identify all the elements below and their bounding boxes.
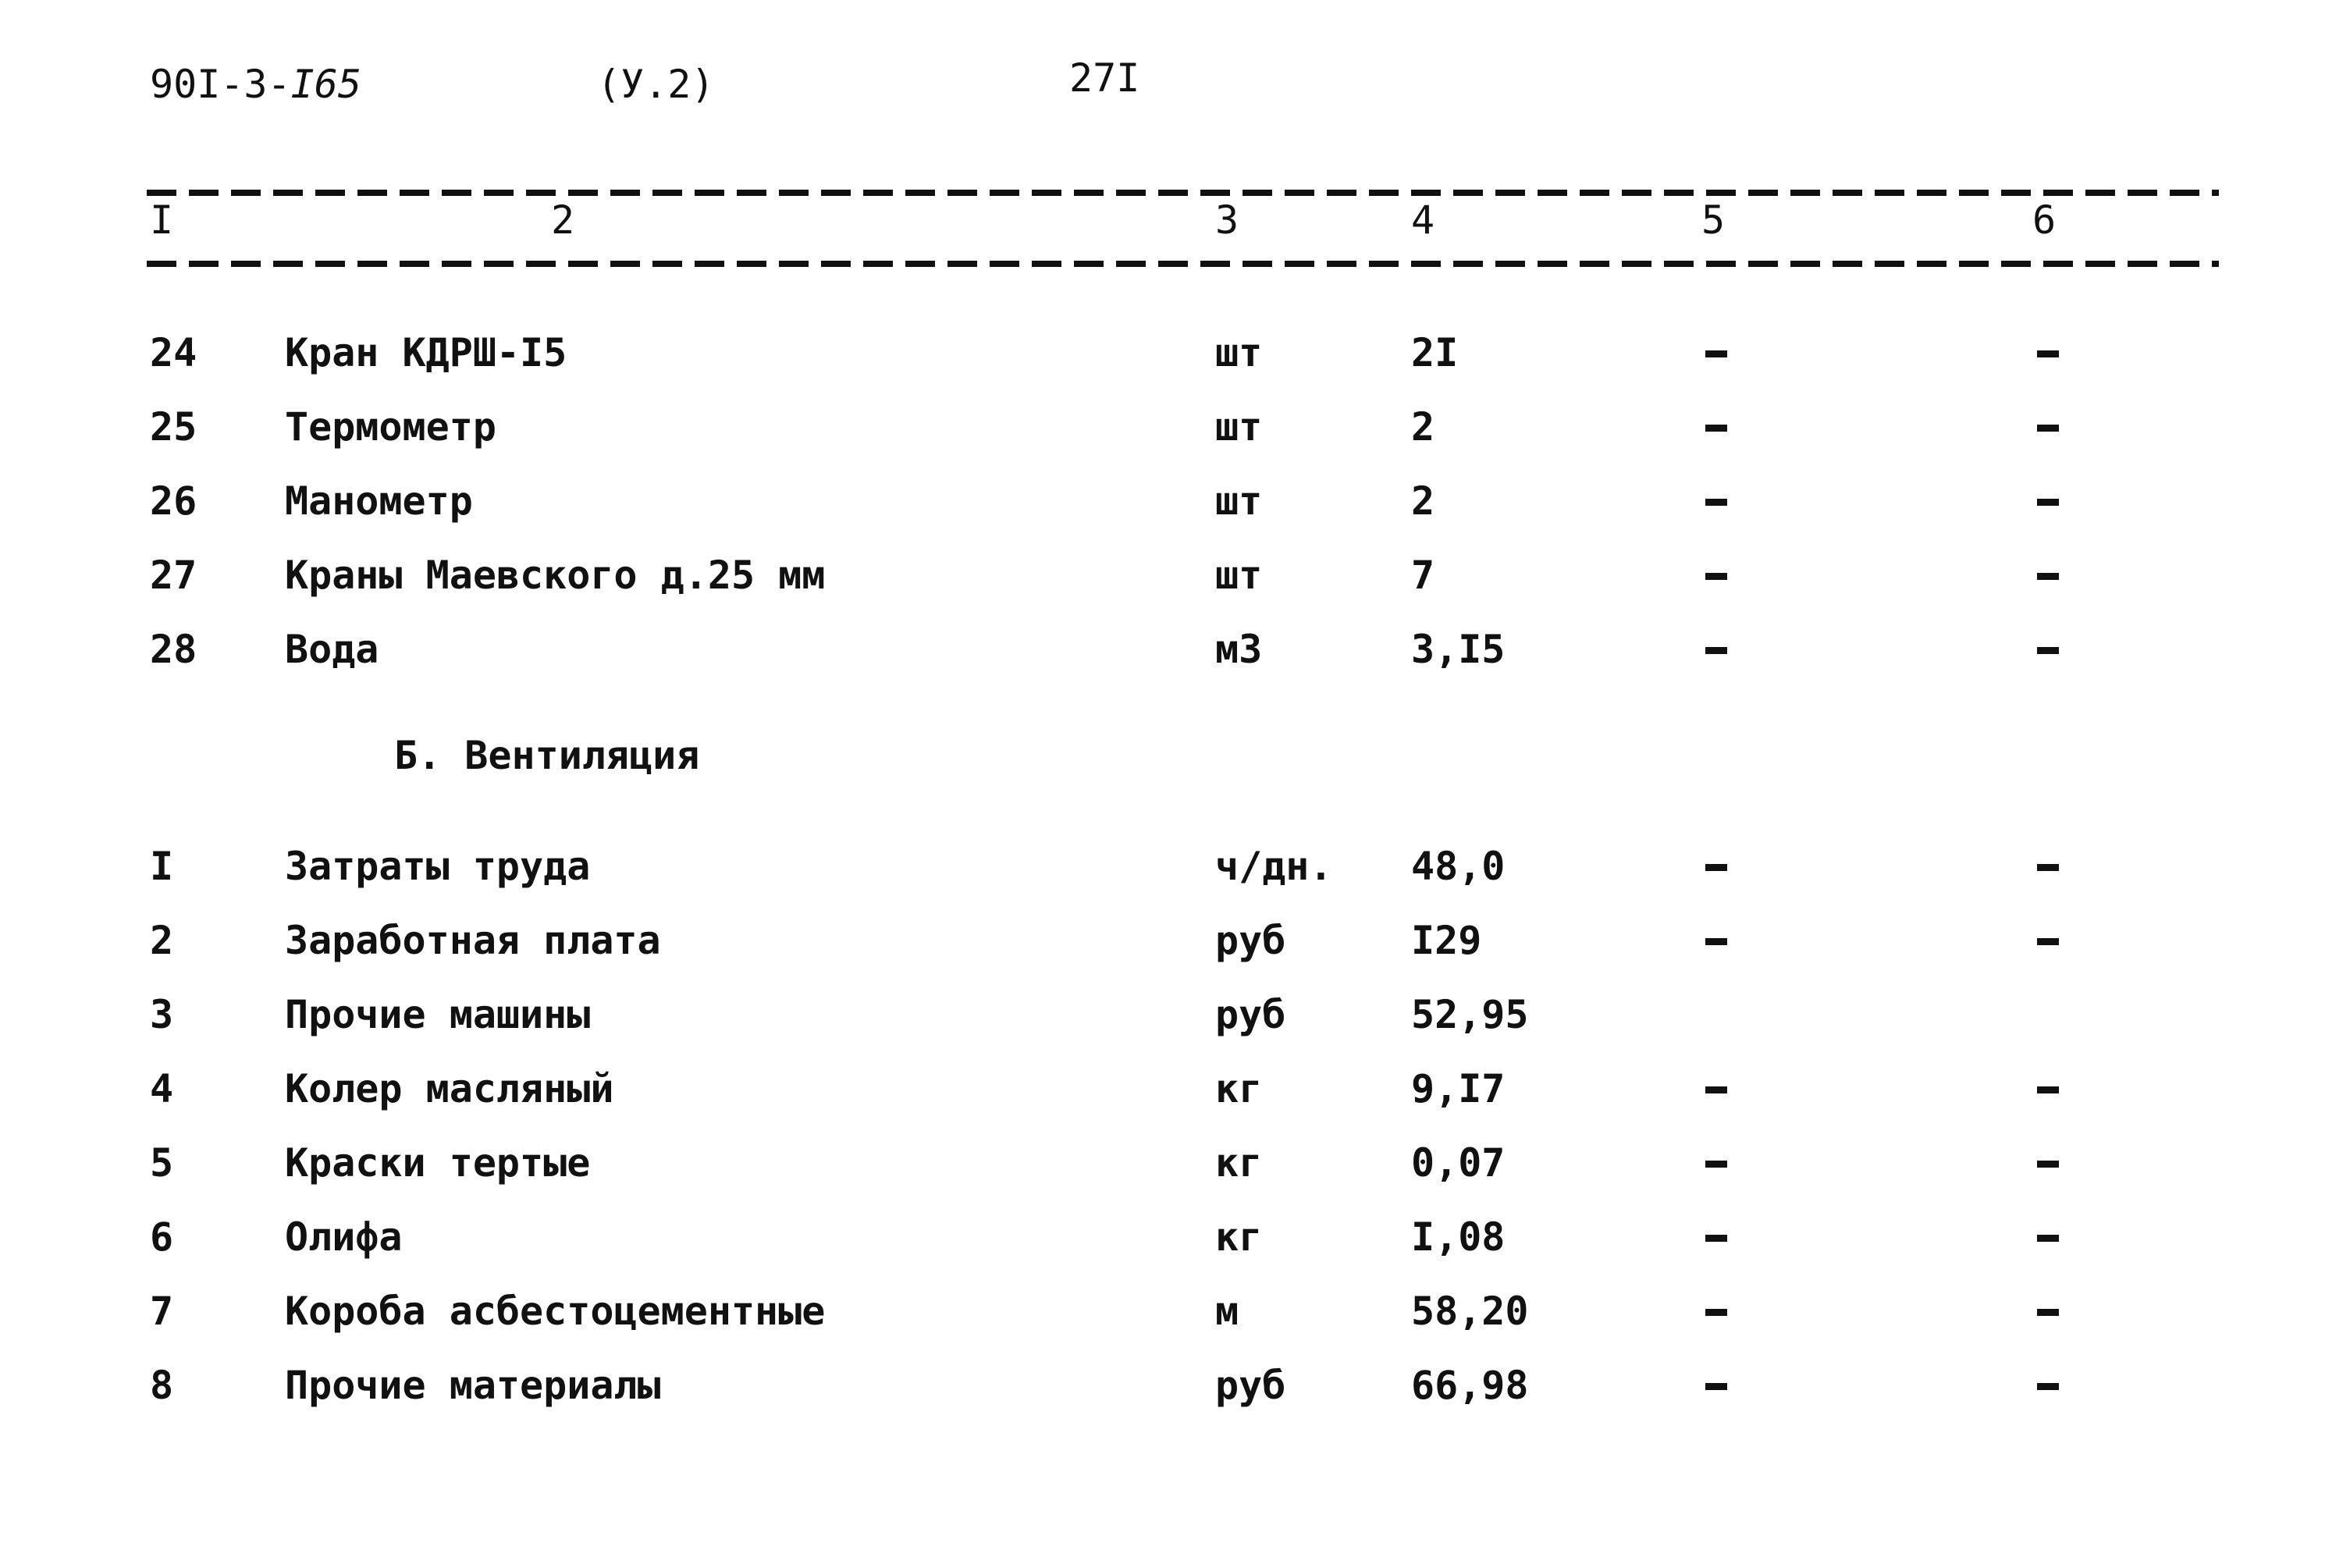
row-name: Термометр	[285, 404, 496, 450]
row-unit: ч/дн.	[1215, 844, 1333, 889]
empty-dash	[1705, 499, 1727, 506]
empty-dash	[1705, 864, 1727, 871]
row-quantity: I,08	[1411, 1214, 1506, 1260]
row-number: 25	[150, 404, 197, 450]
empty-dash	[2037, 1383, 2059, 1390]
table-header-top-rule	[147, 190, 2219, 196]
row-quantity: 48,0	[1411, 844, 1506, 889]
row-number: 26	[150, 478, 197, 524]
row-number: 4	[150, 1066, 174, 1111]
row-quantity: 2I	[1411, 330, 1459, 375]
empty-dash	[1705, 647, 1727, 654]
table-row	[0, 838, 2350, 894]
column-header-4: 4	[1411, 197, 1435, 243]
empty-dash	[2037, 1161, 2059, 1168]
empty-dash	[2037, 647, 2059, 654]
row-name: Краски тертые	[285, 1140, 591, 1186]
empty-dash	[1705, 1309, 1727, 1316]
column-header-1: I	[150, 197, 174, 243]
column-header-5: 5	[1701, 197, 1726, 243]
row-name: Заработная плата	[285, 918, 661, 963]
row-name: Краны Маевского д.25 мм	[285, 553, 826, 598]
row-quantity: 3,I5	[1411, 627, 1506, 672]
row-number: 2	[150, 918, 174, 963]
empty-dash	[1705, 573, 1727, 580]
table-row	[0, 399, 2350, 455]
empty-dash	[2037, 938, 2059, 945]
row-quantity: I29	[1411, 918, 1482, 963]
row-quantity: 2	[1411, 404, 1435, 450]
section-title: Б. Вентиляция	[394, 733, 700, 778]
row-unit: шт	[1215, 478, 1263, 524]
row-name: Олифа	[285, 1214, 403, 1260]
empty-dash	[2037, 1086, 2059, 1093]
empty-dash	[1705, 1086, 1727, 1093]
row-name: Кран КДРШ-I5	[285, 330, 567, 375]
row-name: Колер масляный	[285, 1066, 614, 1111]
row-unit: шт	[1215, 330, 1263, 375]
row-name: Прочие материалы	[285, 1363, 661, 1408]
row-quantity: 0,07	[1411, 1140, 1506, 1186]
table-row	[0, 1061, 2350, 1117]
row-quantity: 9,I7	[1411, 1066, 1506, 1111]
row-quantity: 52,95	[1411, 992, 1529, 1037]
table-row	[0, 987, 2350, 1043]
empty-dash	[1705, 350, 1727, 357]
row-unit: м	[1215, 1289, 1239, 1334]
row-number: 28	[150, 627, 197, 672]
row-unit: руб	[1215, 1363, 1286, 1408]
table-row	[0, 473, 2350, 529]
empty-dash	[1705, 1383, 1727, 1390]
table-row	[0, 325, 2350, 381]
empty-dash	[2037, 573, 2059, 580]
row-quantity: 7	[1411, 553, 1435, 598]
table-row	[0, 1209, 2350, 1265]
row-name: Манометр	[285, 478, 473, 524]
empty-dash	[2037, 1235, 2059, 1242]
empty-dash	[1705, 1161, 1727, 1168]
row-unit: кг	[1215, 1140, 1263, 1186]
empty-dash	[1705, 938, 1727, 945]
table-row	[0, 1283, 2350, 1339]
table-row	[0, 547, 2350, 603]
row-number: 6	[150, 1214, 174, 1260]
row-unit: кг	[1215, 1214, 1263, 1260]
row-name: Вода	[285, 627, 379, 672]
row-name: Затраты труда	[285, 844, 591, 889]
column-header-6: 6	[2032, 197, 2057, 243]
column-header-3: 3	[1215, 197, 1239, 243]
row-number: 27	[150, 553, 197, 598]
document-code-handwritten: I65	[290, 62, 361, 107]
row-number: 24	[150, 330, 197, 375]
empty-dash	[2037, 864, 2059, 871]
row-number: 7	[150, 1289, 174, 1334]
table-row	[0, 1357, 2350, 1413]
row-unit: руб	[1215, 992, 1286, 1037]
row-unit: кг	[1215, 1066, 1263, 1111]
row-quantity: 58,20	[1411, 1289, 1529, 1334]
column-header-2: 2	[551, 197, 575, 243]
table-row	[0, 621, 2350, 677]
empty-dash	[2037, 425, 2059, 432]
row-number: 5	[150, 1140, 174, 1186]
table-row	[0, 912, 2350, 969]
row-quantity: 66,98	[1411, 1363, 1529, 1408]
document-code-prefix: 90I-3-	[150, 62, 291, 107]
row-unit: руб	[1215, 918, 1286, 963]
table-row	[0, 1135, 2350, 1191]
row-number: 3	[150, 992, 174, 1037]
row-name: Короба асбестоцементные	[285, 1289, 826, 1334]
empty-dash	[2037, 499, 2059, 506]
table-header-bottom-rule	[147, 261, 2219, 267]
empty-dash	[1705, 425, 1727, 432]
row-name: Прочие машины	[285, 992, 591, 1037]
row-unit: шт	[1215, 404, 1263, 450]
row-quantity: 2	[1411, 478, 1435, 524]
empty-dash	[2037, 1309, 2059, 1316]
row-unit: м3	[1215, 627, 1263, 672]
empty-dash	[1705, 1235, 1727, 1242]
empty-dash	[2037, 350, 2059, 357]
page-number: 27I	[1069, 55, 1140, 101]
document-code	[150, 61, 361, 108]
row-number: 8	[150, 1363, 174, 1408]
row-unit: шт	[1215, 553, 1263, 598]
document-variant: (У.2)	[597, 62, 715, 107]
row-number: I	[150, 844, 174, 889]
